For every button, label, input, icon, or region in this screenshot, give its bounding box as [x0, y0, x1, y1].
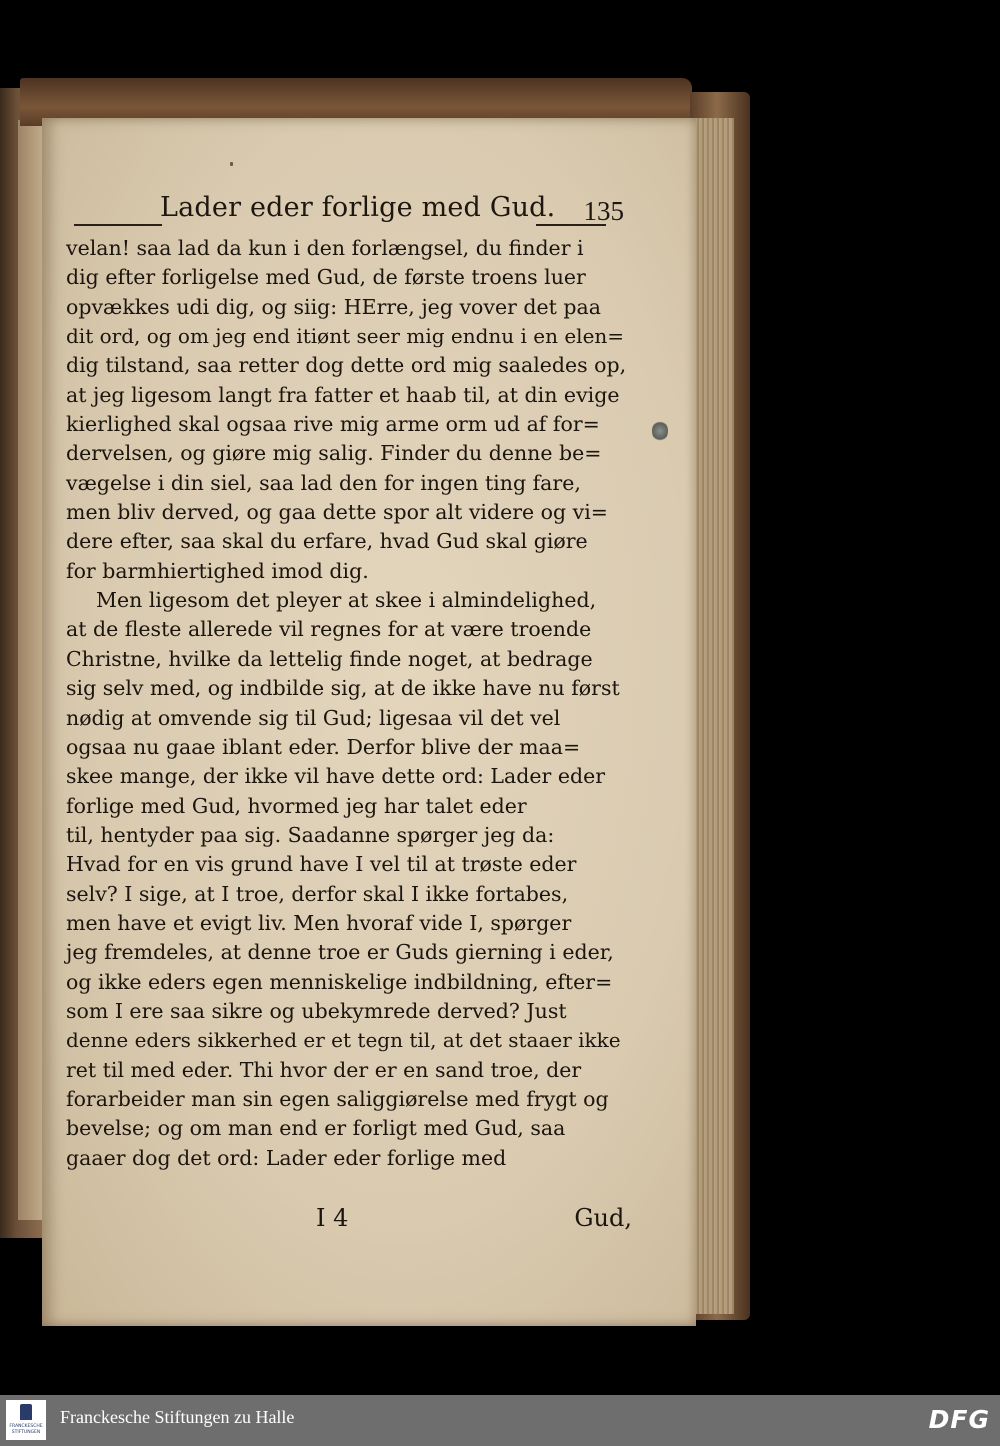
text-line: Christne, hvilke da lettelig finde noget, at bedrage — [66, 646, 593, 671]
institution-name[interactable]: Franckesche Stiftungen zu Halle — [60, 1407, 295, 1427]
viewer-footer-bar — [0, 1395, 1000, 1446]
text-line: dervelsen, og giøre mig salig. Finder du denne be= — [66, 441, 602, 466]
page-edges — [690, 118, 734, 1314]
running-head: Lader eder forlige med Gud. — [160, 192, 556, 223]
text-line: som I ere saa sikre og ubekymrede derved? Just — [66, 998, 567, 1023]
text-line: forlige med Gud, hvormed jeg har talet eder — [66, 793, 527, 818]
building-icon — [20, 1404, 32, 1420]
institution-logo[interactable] — [6, 1400, 46, 1440]
text-line: bevelse; og om man end er forligt med Gud, saa — [66, 1116, 566, 1141]
text-line: til, hentyder paa sig. Saadanne spørger jeg da: — [66, 822, 555, 847]
text-line: at jeg ligesom langt fra fatter et haab til, at din evige — [66, 382, 620, 407]
text-line: velan! saa lad da kun i den forlængsel, du finder i — [66, 236, 584, 260]
text-line: dig efter forligelse med Gud, de første troens luer — [66, 265, 586, 290]
text-line: Hvad for en vis grund have I vel til at trøste eder — [66, 852, 577, 877]
text-line: gaaer dog det ord: Lader eder forlige med — [66, 1145, 507, 1170]
text-line: jeg fremdeles, at denne troe er Guds gierning i eder, — [66, 940, 614, 965]
text-line: at de fleste allerede vil regnes for at være troende — [66, 617, 592, 642]
text-line: ret til med eder. Thi hvor der er en sand troe, der — [66, 1057, 582, 1082]
text-line: og ikke eders egen menniskelige indbildning, efter= — [66, 969, 613, 994]
text-line: men bliv derved, og gaa dette spor alt videre og vi= — [66, 500, 608, 525]
text-line: forarbeider man sin egen saliggiørelse med frygt og — [66, 1086, 609, 1111]
text-line: for barmhiertighed imod dig. — [66, 558, 369, 583]
header-rule-left — [74, 224, 162, 226]
text-line: nødig at omvende sig til Gud; ligesaa vil det vel — [66, 705, 561, 730]
text-line: kierlighed skal ogsaa rive mig arme orm ud af for= — [66, 412, 600, 437]
page-number: 135 — [583, 196, 624, 226]
text-line: selv? I sige, at I troe, derfor skal I ikke fortabes, — [66, 881, 569, 906]
text-line: Men ligesom det pleyer at skee i almindelighed, — [96, 588, 597, 613]
text-line: vægelse i din siel, saa lad den for ingen ting fare, — [66, 470, 581, 495]
text-line: dere efter, saa skal du erfare, hvad Gud skal giøre — [66, 529, 588, 554]
text-line: dit ord, og om jeg end itiønt seer mig endnu i en elen= — [66, 324, 625, 349]
text-line: skee mange, der ikke vil have dette ord: Lader eder — [66, 764, 606, 789]
text-line: opvækkes udi dig, og siig: HErre, jeg vover det paa — [66, 294, 601, 319]
ink-speck — [230, 162, 233, 166]
text-line: ogsaa nu gaae iblant eder. Derfor blive der maa= — [66, 734, 581, 759]
signature-mark: I 4 — [316, 1204, 349, 1232]
catchword: Gud, — [574, 1204, 632, 1232]
text-line: denne eders sikkerhed er et tegn til, at det staaer ikke — [66, 1028, 621, 1053]
body-text — [66, 234, 632, 1173]
page-footer — [66, 1198, 632, 1238]
logo-text: FRANCKESCHE STIFTUNGEN — [9, 1424, 43, 1435]
page-header — [68, 190, 624, 230]
text-line: men have et evigt liv. Men hvoraf vide I, spørger — [66, 910, 572, 935]
text-line: sig selv med, og indbilde sig, at de ikke have nu først — [66, 676, 620, 701]
page-stain — [652, 420, 668, 442]
dfg-logo[interactable]: DFG — [928, 1405, 990, 1434]
text-line: dig tilstand, saa retter dog dette ord mig saaledes op, — [66, 353, 627, 378]
